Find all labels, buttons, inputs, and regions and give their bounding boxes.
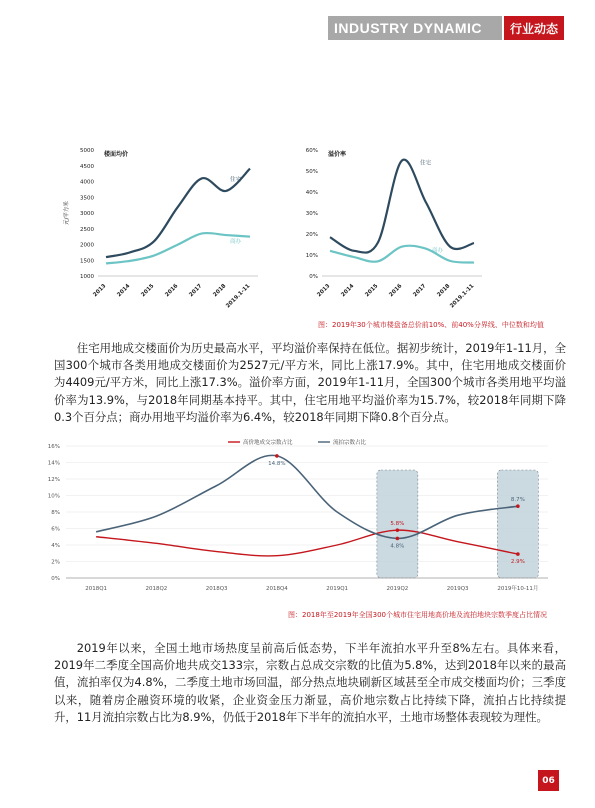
data-label: 4.8% xyxy=(390,543,405,550)
x-tick-label: 2019年10-11月 xyxy=(497,586,539,592)
series-line-0 xyxy=(96,530,518,556)
paragraph-2: 2019年以来，全国土地市场热度呈前高后低态势，下半年流拍水平升至8%左右。具体来看，2019年二季度全国高价地共成交133宗，宗数占总成交宗数的比值为5.8%，达到2018年以来的最高值，流拍率仅为4.8%，二季度土地市场回温，部分热点地块刷新区域甚至全市成交楼面均价；三季度以来，随着房企融资环境的收紧，企业资金压力渐显，高价地宗数占比持续下降，流拍占比持续提升，11月流拍宗数占比为8.9%，仍低于2018年下半年的流拍水平，土地市场整体表现较为理性。 xyxy=(54,641,566,724)
chart-title: 溢价率 xyxy=(328,151,347,158)
series-line-1 xyxy=(96,455,518,538)
x-tick-label: 2019Q1 xyxy=(326,586,349,592)
y-tick-label: 6% xyxy=(51,526,60,533)
x-tick-label: 2018 xyxy=(212,283,228,299)
series-label: 商办 xyxy=(432,247,444,254)
y-tick-label: 14% xyxy=(47,460,60,467)
y-tick-label: 3000 xyxy=(80,211,94,217)
y-tick-label: 2% xyxy=(51,559,60,566)
section-title-cn: 行业动态 xyxy=(504,16,564,40)
y-tick-label: 8% xyxy=(51,510,60,516)
y-tick-label: 12% xyxy=(47,477,60,483)
x-tick-label: 2017 xyxy=(412,283,428,299)
x-tick-label: 2019Q2 xyxy=(386,586,409,592)
y-tick-label: 2500 xyxy=(80,226,94,233)
y-tick-label: 50% xyxy=(305,169,318,175)
y-axis-label: 元/平方米 xyxy=(64,201,70,225)
quarterly-share-chart xyxy=(28,432,568,602)
y-tick-label: 10% xyxy=(305,253,318,259)
x-tick-label: 2013 xyxy=(92,283,108,299)
y-tick-label: 16% xyxy=(47,444,60,450)
legend-label: 高价地成交宗数占比 xyxy=(243,440,293,446)
land-price-chart xyxy=(58,140,288,312)
x-tick-label: 2014 xyxy=(340,283,356,299)
page-number: 06 xyxy=(538,770,559,791)
x-tick-label: 2018Q2 xyxy=(145,586,168,592)
premium-rate-chart xyxy=(298,140,532,312)
x-tick-label: 2015 xyxy=(140,283,156,299)
section-header xyxy=(328,16,564,40)
x-tick-label: 2019Q3 xyxy=(446,586,469,592)
y-tick-label: 1500 xyxy=(80,258,94,265)
data-label: 14.8% xyxy=(268,460,286,467)
y-tick-label: 3500 xyxy=(80,195,94,202)
y-tick-label: 2000 xyxy=(80,242,94,249)
data-point-marker xyxy=(275,454,279,458)
y-tick-label: 30% xyxy=(305,211,318,217)
legend-label: 流拍宗数占比 xyxy=(333,440,367,446)
series-line-1 xyxy=(106,233,250,263)
section-title-en: INDUSTRY DYNAMIC xyxy=(328,16,502,40)
data-label: 5.8% xyxy=(390,521,405,528)
x-tick-label: 2019.1-11 xyxy=(449,283,476,310)
x-tick-label: 2019.1-11 xyxy=(225,283,252,310)
chart-caption-2: 图：2018年至2019年全国300个城市住宅用地高价地及流拍地块宗数季度占比情况 xyxy=(288,611,547,619)
y-tick-label: 4% xyxy=(51,543,60,549)
series-label: 住宅 xyxy=(230,176,242,183)
y-tick-label: 1000 xyxy=(80,274,94,280)
chart-title: 楼面均价 xyxy=(104,151,129,158)
paragraph-1: 住宅用地成交楼面价为历史最高水平，平均溢价率保持在低位。据初步统计，2019年1-11月，全国300个城市各类用地成交楼面价为2527元/平方米，同比上涨17.9%。其中，住宅用地成交楼面价为4409元/平方米，同比上涨17.3%。溢价率方面，2019年1-11月，全国300个城市各类用地平均溢价率为13.9%，与2018年同期基本持平。其中，住宅用地平均溢价率为15.7%，较2018年同期下降0.3个百分点；商办用地平均溢价率为6.4%，较2018年同期下降0.8个百分点。 xyxy=(54,341,566,424)
y-tick-label: 4000 xyxy=(80,179,94,186)
y-tick-label: 0% xyxy=(51,576,60,582)
x-tick-label: 2018Q1 xyxy=(85,586,108,592)
data-point-marker xyxy=(396,528,400,532)
series-label: 住宅 xyxy=(420,160,432,167)
x-tick-label: 2013 xyxy=(316,283,332,299)
y-tick-label: 60% xyxy=(305,148,318,154)
series-line-0 xyxy=(330,160,474,253)
x-tick-label: 2015 xyxy=(364,283,380,299)
data-point-marker xyxy=(516,504,520,508)
chart-caption-1: 图：2019年30个城市楼盘备总价前10%、前40%分界线、中位数和均值 xyxy=(318,321,544,329)
x-tick-label: 2018Q4 xyxy=(265,586,288,592)
y-tick-label: 5000 xyxy=(80,148,94,154)
y-tick-label: 4500 xyxy=(80,163,94,170)
x-tick-label: 2017 xyxy=(188,283,204,299)
data-point-marker xyxy=(396,537,400,541)
y-tick-label: 40% xyxy=(305,190,318,196)
y-tick-label: 10% xyxy=(47,493,60,500)
y-tick-label: 0% xyxy=(309,274,318,280)
data-label: 8.7% xyxy=(510,497,525,504)
x-tick-label: 2014 xyxy=(116,283,132,299)
data-point-marker xyxy=(516,552,520,556)
x-tick-label: 2016 xyxy=(388,283,404,299)
x-tick-label: 2018Q3 xyxy=(205,586,228,592)
y-tick-label: 20% xyxy=(305,232,318,238)
data-label: 2.9% xyxy=(510,559,525,566)
x-tick-label: 2018 xyxy=(436,283,452,299)
series-label: 商办 xyxy=(230,239,242,246)
x-tick-label: 2016 xyxy=(164,283,180,299)
